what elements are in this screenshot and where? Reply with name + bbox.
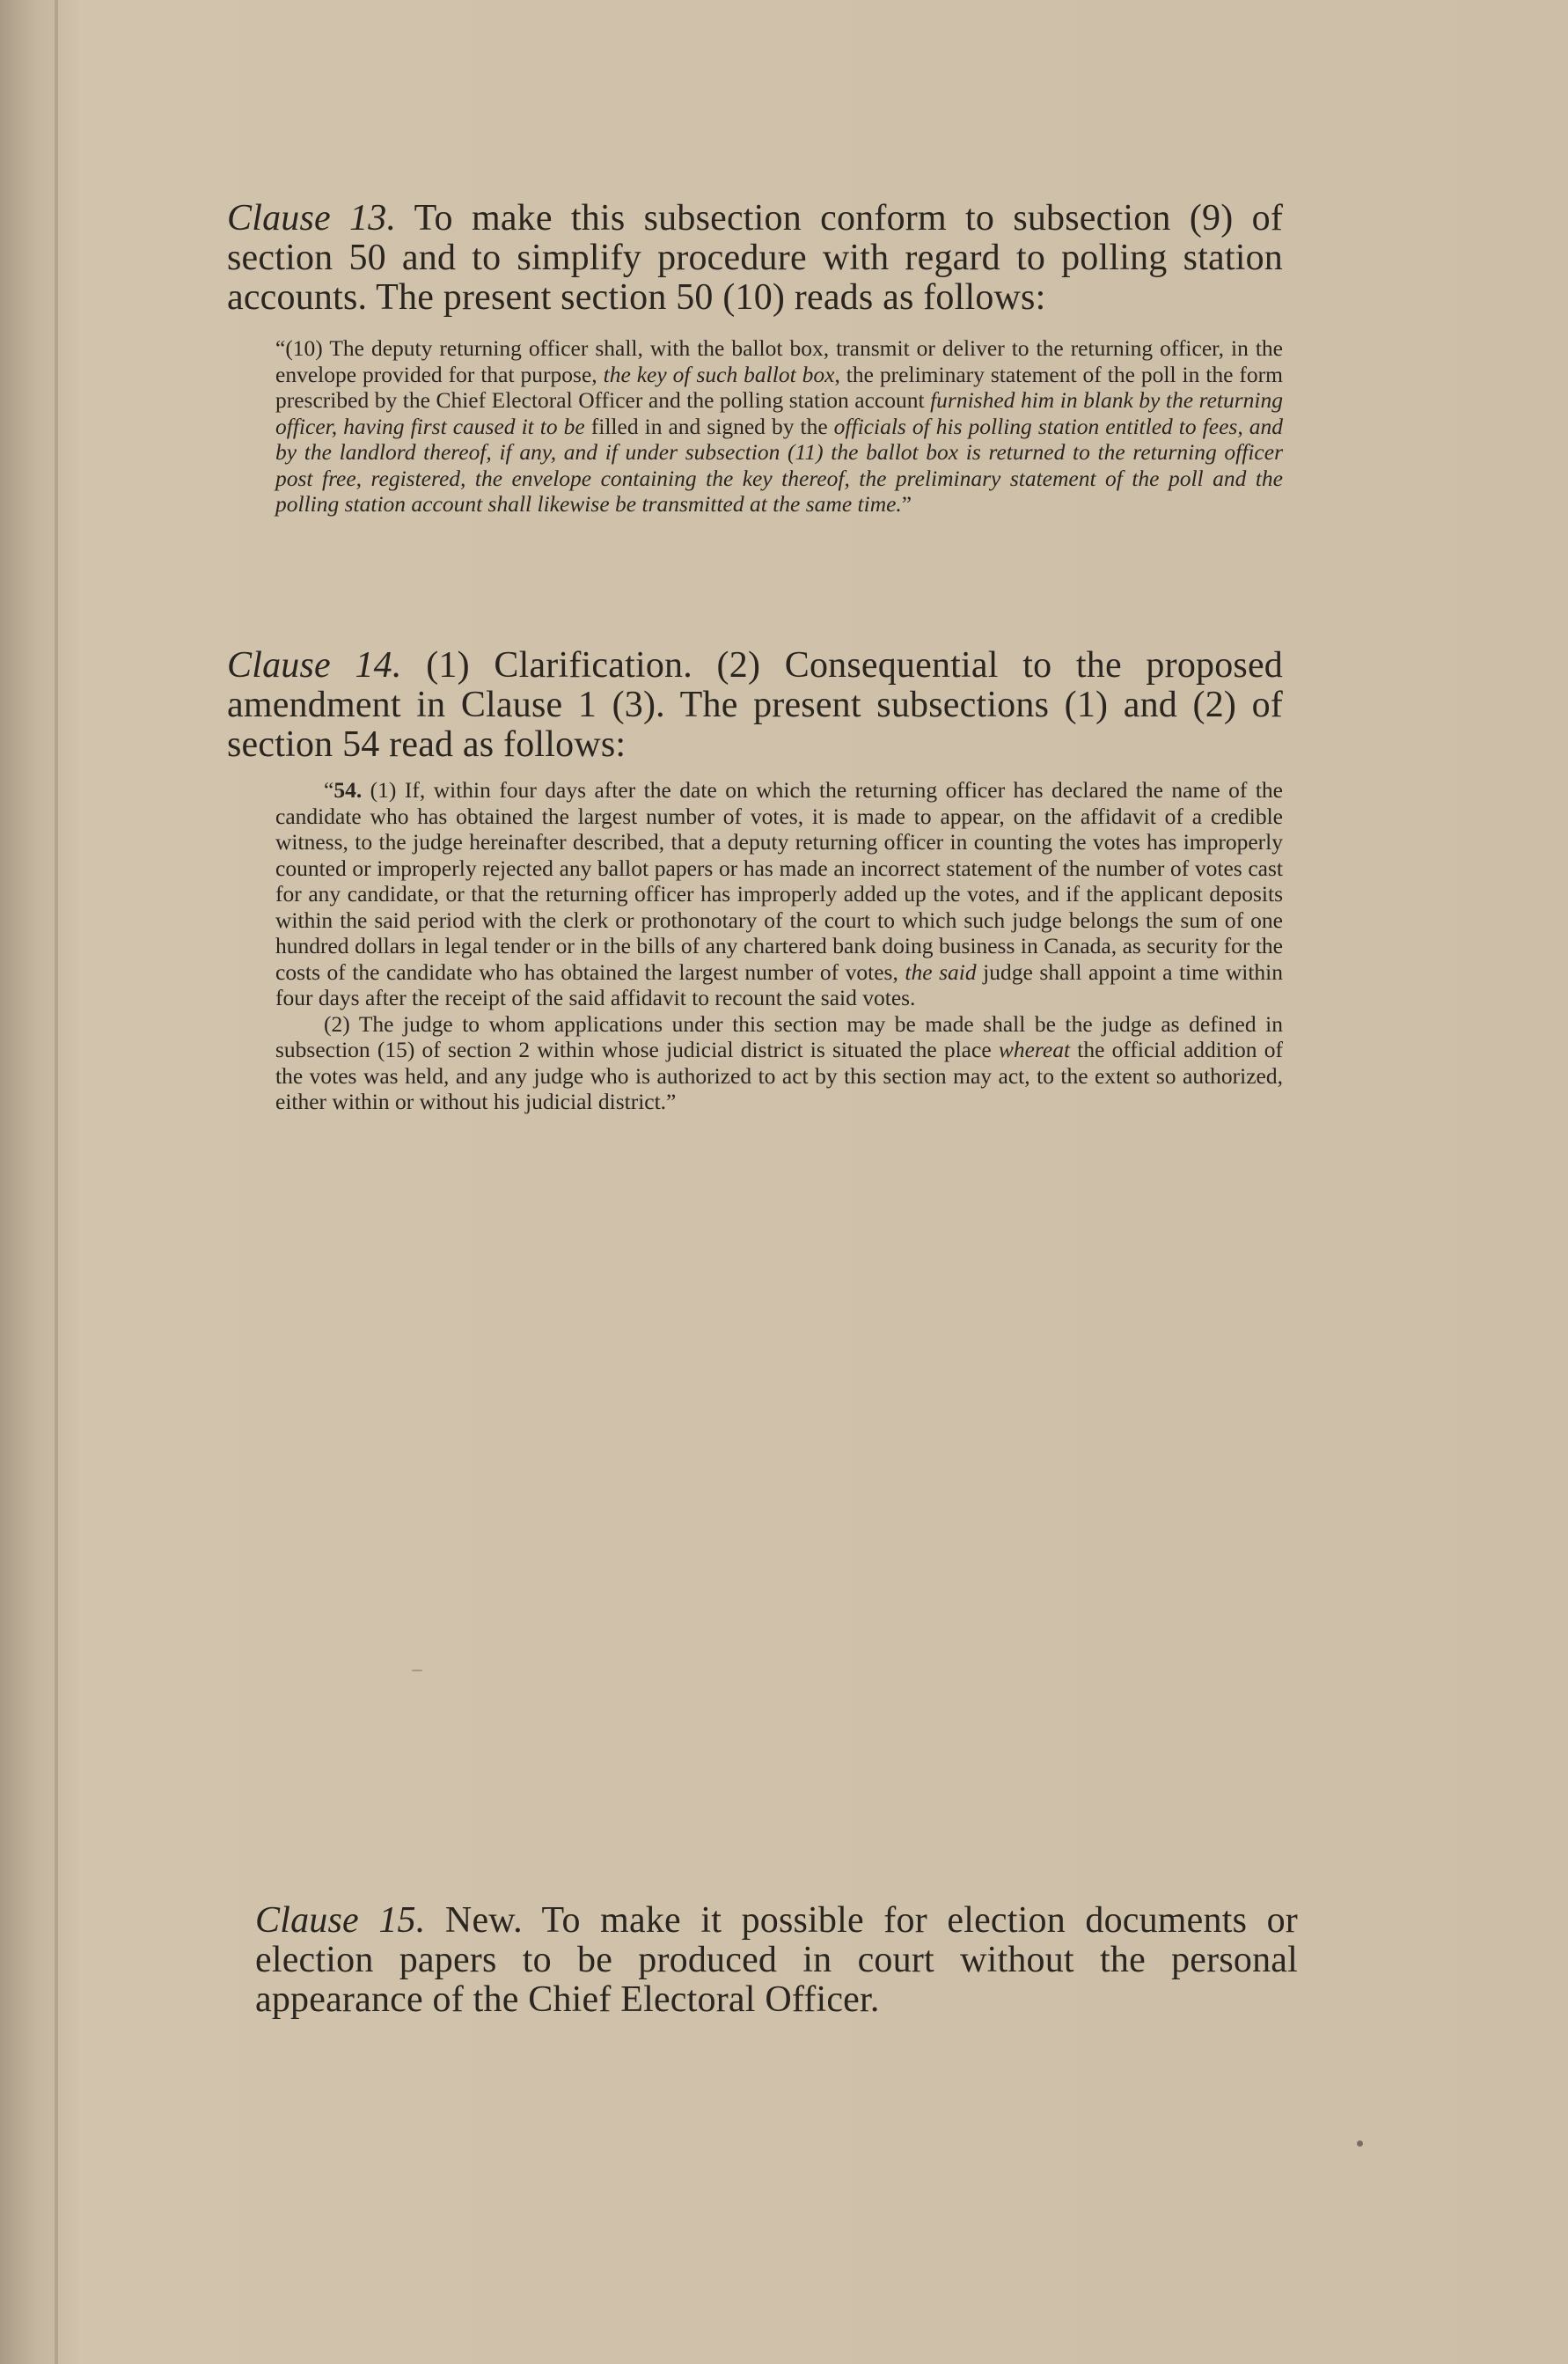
clause-13-label: Clause 13. xyxy=(227,198,397,239)
clause-14-paragraph xyxy=(227,646,1283,765)
quote-italic: whereat xyxy=(998,1037,1071,1062)
quote-text: judge shall appoint a time within four days after the receipt of the said affidavit to recount the said votes. xyxy=(275,958,1283,1010)
quote-italic: officials of his polling station entitled to fees, and by the landlord thereof, if any, and if under subsection (11) the ballot box is returned to the returning officer post free, registered, the envelope containing the key thereof, the preliminary statement of the poll and the polling station account shall likewise be transmitted at the same time. xyxy=(275,413,1283,517)
binding-crease xyxy=(55,0,58,2364)
quote-italic: furnished him in blank by the returning officer, having first caused it to be xyxy=(275,387,1283,439)
clause-15-text: New. To make it possible for election documents or election papers to be produced in court without the personal appearance of the Chief Electoral Officer. xyxy=(255,1900,1298,2020)
clause-14-quote xyxy=(227,777,1283,1115)
quote-text: (1) If, within four days after the date on which the returning officer has declared the name of the candidate who has obtained the largest number of votes, it is made to appear, on the affidavit of a credible witness, to the judge hereinafter described, that a deputy returning officer in counting the votes has improperly counted or improperly rejected any ballot papers or has made an incorrect statement of the number of votes cast for any candidate, or that the returning officer has improperly added up the votes, and if the applicant deposits within the said period with the clerk or prothonotary of the court to which such judge belongs the sum of one hundred dollars in legal tender or in the bills of any chartered bank doing business in Canada, as security for the costs of the candidate who has obtained the largest number of votes, xyxy=(275,777,1283,985)
clause-14-label: Clause 14. xyxy=(227,645,402,686)
quote-text: “(10) The deputy returning officer shall, with the ballot box, transmit or deliver to the returning officer, in the envelope provided for that purpose, xyxy=(275,335,1283,387)
quote-text: (2) The judge to whom applications under this section may be made shall be the judge as defined in subsection (15) of section 2 within whose judicial district is situated the place xyxy=(275,1010,1283,1062)
quote-text: “ xyxy=(324,777,334,803)
clause-13-text: To make this subsection conform to subsection (9) of section 50 and to simplify procedure with regard to polling station accounts. The present section 50 (10) reads as follows: xyxy=(227,198,1284,318)
clause-14-section xyxy=(227,646,1283,1115)
quote-text: ” xyxy=(901,491,912,517)
clause-13-quote xyxy=(227,335,1283,518)
book-binding-edge xyxy=(0,0,79,2364)
section-number: 54. xyxy=(333,777,363,803)
quote-text: , the preliminary statement of the poll in the form prescribed by the Chief Electoral Officer and the polling station account xyxy=(275,361,1284,413)
clause-15-section xyxy=(255,1901,1298,2020)
clause-15-paragraph xyxy=(255,1901,1298,2020)
section-54-1-text xyxy=(275,777,1283,1011)
section-54-2-text xyxy=(275,1011,1283,1115)
clause-14-text: (1) Clarification. (2) Consequential to the proposed amendment in Clause 1 (3). The present subsections (1) and (2) of section 54 read as follows: xyxy=(227,645,1284,765)
quote-italic: the said xyxy=(905,958,977,985)
quote-italic: the key of such ballot box xyxy=(603,361,835,387)
clause-15-label: Clause 15. xyxy=(255,1900,426,1941)
clause-13-section xyxy=(227,199,1283,518)
section-50-10-text xyxy=(275,335,1283,518)
ink-speck xyxy=(1357,2140,1363,2147)
quote-text: the official addition of the votes was held, and any judge who is authorized to act by this section may act, to the extent so authorized, either within or without his judicial district.” xyxy=(275,1037,1283,1114)
clause-13-paragraph xyxy=(227,199,1283,318)
ink-speck xyxy=(412,1670,422,1671)
quote-text: filled in and signed by the xyxy=(584,413,834,439)
